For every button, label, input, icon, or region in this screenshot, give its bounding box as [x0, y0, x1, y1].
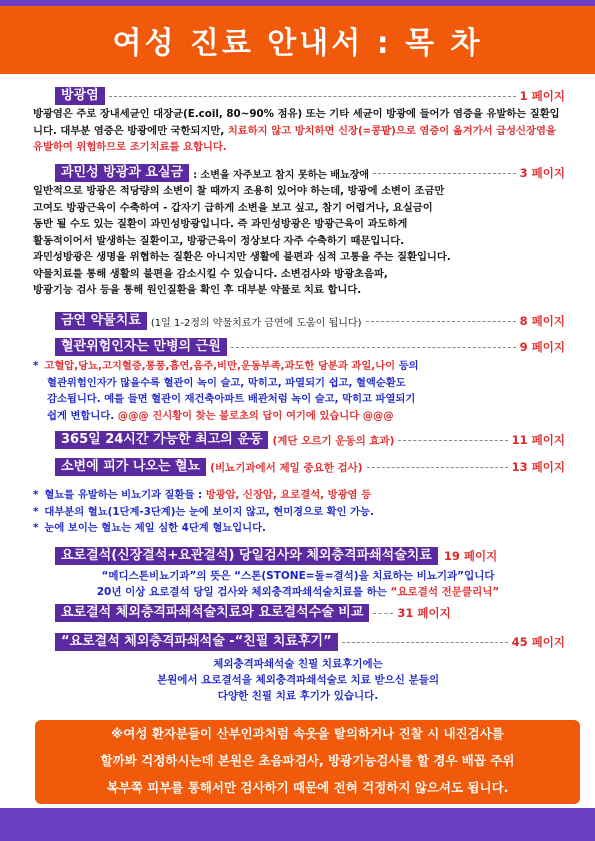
- description-text: 방광염은 주로 장내세균인 대장균(E.coil, 80~90% 점유) 또는 기타 세균이 방광에 들어가 염증을 유발하는 질환입니다. 대부분 염증은 방광에만 국한되지만,: [33, 108, 560, 137]
- toc-row-vascular-risk[interactable]: [55, 338, 565, 356]
- toc-row-cystitis[interactable]: [55, 87, 565, 105]
- leader-dashes: [367, 467, 508, 468]
- description-line: 동반 될 수도 있는 질환이 과민성방광입니다. 즉 과민성방광은 방광근육이 과도하게: [33, 218, 408, 230]
- toc-row-overactive-bladder[interactable]: [55, 164, 565, 182]
- hematuria-bullets: [33, 487, 563, 537]
- section-title: 방광염: [55, 87, 105, 105]
- cystitis-description: [33, 106, 563, 156]
- toc-row-urolithiasis[interactable]: [55, 547, 565, 565]
- description-text: 등의: [395, 360, 419, 372]
- notice-box: [35, 720, 580, 804]
- risk-factors: 고혈압,당뇨,고지혈증,통풍,흡연,음주,비만,운동부족,과도한 당분과 과일,나이: [44, 360, 396, 372]
- leader-dashes: [398, 440, 507, 441]
- leader-dashes: [366, 321, 516, 322]
- clinic-specialty: “요로결석 전문클리닉”: [390, 586, 500, 598]
- description-line: 일반적으로 방광은 적당량의 소변이 찰 때까지 조용히 있어야 하는데, 방광에 소변이 조금만: [33, 185, 445, 197]
- section-title: 요로결석 체외충격파쇄석술치료와 요로결석수술 비교: [55, 604, 369, 622]
- bottom-accent-bar: [0, 808, 595, 841]
- section-title: 365일 24시간 가능한 최고의 운동: [55, 431, 268, 449]
- notice-line: ※여성 환자분들이 산부인과처럼 속옷을 탈의하거나 진찰 시 내진검사를: [111, 726, 504, 741]
- leader-dashes: [342, 642, 508, 643]
- page-number: 13 페이지: [511, 460, 565, 474]
- clinic-meaning-text: “메디스톤비뇨기과”의 뜻은 “스톤(STONE=돌=결석)을 치료하는 비뇨기과”입니다: [101, 570, 495, 582]
- clinic-experience-text: 20년 이상 요로결석 당일 검사와 체외충격파쇄석술치료를 하는: [96, 586, 391, 598]
- description-line: 체외충격파쇄석술 친필 치료후기에는: [213, 658, 383, 670]
- reviews-description: [33, 656, 563, 704]
- section-title: “요로결석 체외충격파쇄석술 -“친필 치료후기”: [55, 633, 338, 651]
- section-note: (계단 오르기 운동의 효과): [272, 434, 395, 447]
- description-line: 본원에서 요로결석을 체외충격파쇄석술로 치료 받으신 분들의: [157, 674, 439, 686]
- page-title: 여성 진료 안내서 : 목 차: [112, 26, 483, 61]
- section-note: : 소변을 자주보고 참지 못하는 배뇨장애: [193, 169, 370, 181]
- leader-dashes: [109, 96, 516, 97]
- description-text: 쉽게 변합니다.: [47, 409, 118, 422]
- page-number: 31 페이지: [397, 606, 451, 620]
- bullet-highlight: 방광암, 신장암, 요로결석, 방광염 등: [205, 489, 372, 501]
- page-number: 9 페이지: [519, 340, 565, 354]
- stone-clinic-line: [33, 584, 563, 600]
- list-item: * 혈뇨를 유발하는 비뇨기과 질환들 : 방광암, 신장암, 요로결석, 방광염 등: [33, 489, 372, 501]
- page-number: 45 페이지: [511, 635, 565, 649]
- page-number: 11 페이지: [511, 433, 565, 447]
- section-title: 소변에 피가 나오는 혈뇨: [55, 458, 206, 476]
- bullet-text: 눈에 보이는 혈뇨는 제일 심한 4단계 혈뇨입니다.: [44, 522, 266, 534]
- toc-row-comparison[interactable]: [55, 604, 565, 622]
- leader-dashes: [231, 347, 516, 348]
- toc-row-hematuria[interactable]: [55, 458, 565, 476]
- page-number: 19 페이지: [443, 549, 498, 563]
- notice-line: 복부쪽 피부를 통해서만 검사하기 때문에 전혀 걱정하지 않으셔도 됩니다.: [106, 780, 509, 795]
- warning-text: 치료하지 않고 방치하면 신장(=콩팥)으로 염증이 옮겨가서 급성신장염을 유발하여 위험하므로 조기치료를 요합니다.: [33, 124, 556, 153]
- notice-line: 할까봐 걱정하시는데 본원은 초음파검사, 방광기능검사를 할 경우 배꼽 주위: [100, 753, 515, 768]
- bullet-text: 혈뇨를 유발하는 비뇨기과 질환들 :: [44, 489, 206, 501]
- page-number: 8 페이지: [519, 314, 565, 328]
- description-line: 혈관위험인자가 많을수록 혈관이 녹이 슬고, 막히고, 파열되기 쉽고, 혈액순환도: [47, 376, 406, 389]
- title-banner: [0, 6, 595, 74]
- highlight-text: @@@ 진시황이 찾는 불로초의 답이 여기에 있습니다 @@@: [117, 409, 394, 422]
- description-line: 다양한 친필 치료 후기가 있습니다.: [217, 690, 379, 702]
- toc-row-exercise[interactable]: [55, 431, 565, 449]
- description-line: 방광기능 검사 등을 통해 원인질환을 확인 후 대부분 약물로 치료 합니다.: [33, 284, 362, 296]
- leader-dashes: [373, 613, 393, 614]
- description-line: 감소됩니다. 예를 들면 혈관이 재건축아파트 배관처럼 녹이 슬고, 막히고 파열되기: [47, 393, 416, 405]
- overactive-bladder-description: [33, 183, 563, 299]
- page-number: 1 페이지: [519, 89, 565, 103]
- stone-clinic-line: [33, 568, 563, 584]
- toc-row-smoking-cessation[interactable]: [55, 312, 565, 330]
- section-title: 과민성 방광과 요실금: [55, 164, 189, 182]
- list-item: * 눈에 보이는 혈뇨는 제일 심한 4단계 혈뇨입니다.: [33, 522, 266, 534]
- section-title: 요로결석(신장결석+요관결석) 당일검사와 체외충격파쇄석술치료: [55, 547, 438, 565]
- section-title: 혈관위험인자는 만병의 근원: [55, 338, 227, 356]
- description-line: 과민성방광은 생명을 위협하는 질환은 아니지만 생활에 불편과 심적 고통을 주는 질환입니다.: [33, 251, 451, 263]
- toc-row-reviews[interactable]: [55, 633, 565, 651]
- bullet-text: 대부분의 혈뇨(1단계-3단계)는 눈에 보이지 않고, 현미경으로 확인 가능.: [44, 505, 374, 518]
- description-line: 활동적이어서 발생하는 질환이고, 방광근육이 정상보다 자주 수축하기 때문입니다.: [33, 234, 405, 247]
- section-title: 금연 약물치료: [55, 312, 147, 330]
- description-line: 고여도 방광근육이 수축하여 - 갑자기 급하게 소변을 보고 싶고, 참기 어렵거나, 요실금이: [33, 201, 433, 214]
- page-number: 3 페이지: [519, 166, 565, 180]
- section-note: (비뇨기과에서 제일 중요한 검사): [210, 461, 363, 474]
- list-item: * 대부분의 혈뇨(1단계-3단계)는 눈에 보이지 않고, 현미경으로 확인 가능.: [33, 505, 374, 518]
- vascular-risk-description: * 고혈압,당뇨,고지혈증,통풍,흡연,음주,비만,운동부족,과도한 당분과 과일,나이 등의 혈관위험인자가 많을수록 혈관이 녹이 슬고, 막히고, 파열되기 쉽고, 혈액순환도 감소됩니다. 예를 들면 혈관이 재건축아파트 배관처럼 녹이 슬고, 막히고 파열되기 쉽게 변합니다. @@@ 진시황이 찾는 불로초의 답이 여기에 있습니다 @@@: [33, 358, 563, 424]
- leader-dashes: [373, 173, 516, 174]
- description-line: 약물치료를 통해 생활의 불편을 감소시킬 수 있습니다. 소변검사와 방광초음파,: [33, 267, 388, 280]
- section-note: (1일 1-2정의 약물치료가 금연에 도움이 됩니다): [150, 317, 362, 329]
